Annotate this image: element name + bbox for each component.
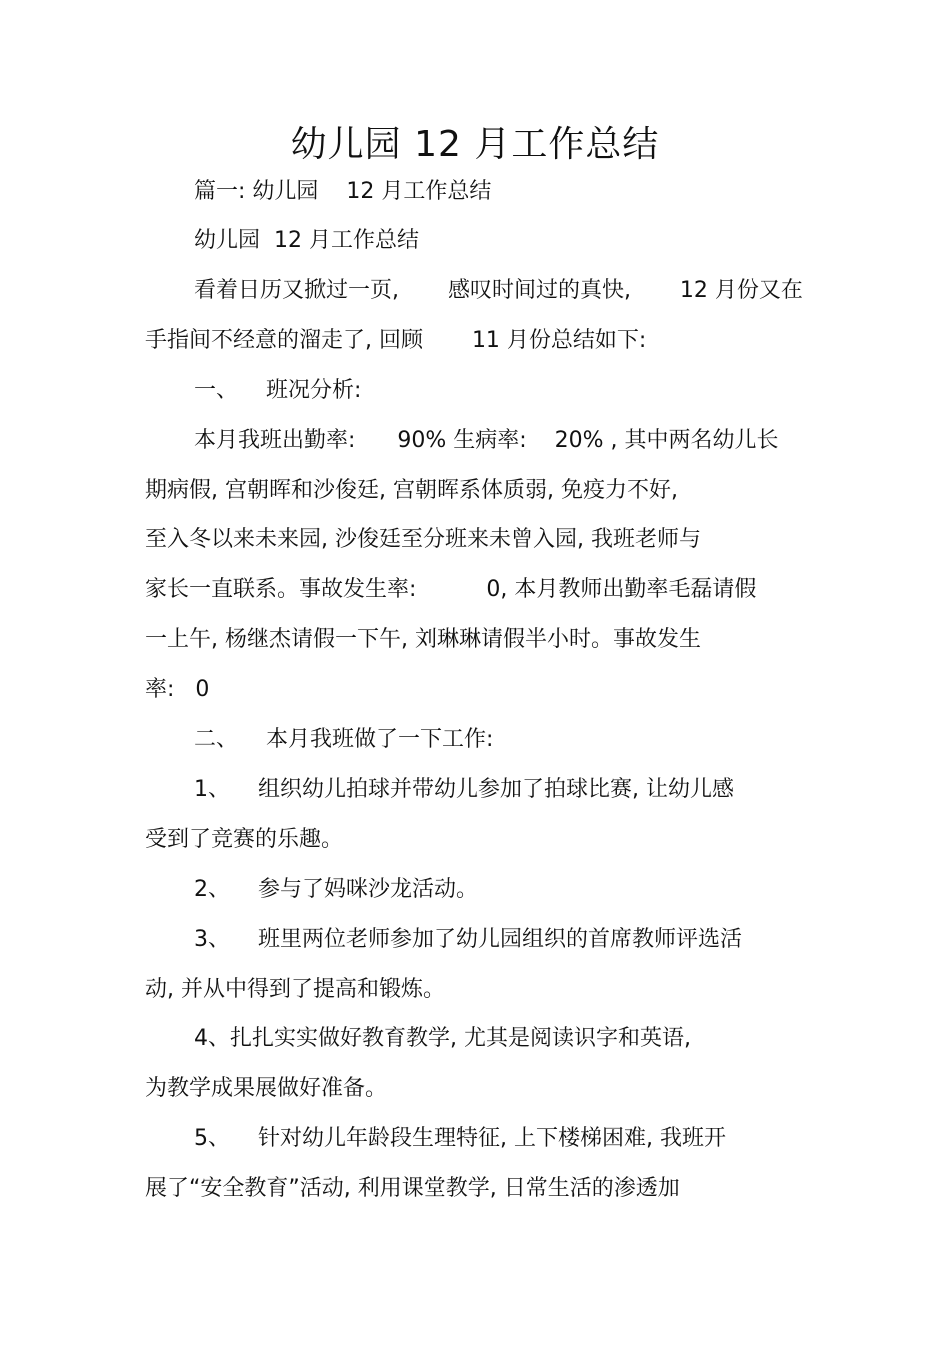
section-heading: 一、 班况分析: [194, 378, 362, 403]
list-item-line: 为教学成果展做好准备。 [145, 1076, 388, 1101]
paragraph-line: 率: 0 [145, 677, 210, 702]
section-heading: 二、 本月我班做了一下工作: [194, 727, 494, 752]
paragraph-line: 手指间不经意的溜走了, 回顾 11 月份总结如下: [145, 328, 647, 353]
paragraph-line: 家长一直联系。事故发生率: 0, 本月教师出勤率毛磊请假 [145, 577, 757, 602]
list-item-line: 1、 组织幼儿拍球并带幼儿参加了拍球比赛, 让幼儿感 [194, 777, 734, 802]
list-item-line: 4、扎扎实实做好教育教学, 尤其是阅读识字和英语, [194, 1026, 691, 1051]
paragraph-line: 一上午, 杨继杰请假一下午, 刘琳琳请假半小时。事故发生 [145, 627, 701, 652]
paragraph-line: 至入冬以来未来园, 沙俊廷至分班来未曾入园, 我班老师与 [145, 527, 701, 552]
paragraph-line: 篇一: 幼儿园 12 月工作总结 [194, 179, 492, 204]
list-item-line: 动, 并从中得到了提高和锻炼。 [145, 977, 445, 1002]
document-title: 幼儿园 12 月工作总结 [290, 124, 660, 165]
paragraph-line: 期病假, 宫朝晖和沙俊廷, 宫朝晖系体质弱, 免疫力不好, [145, 478, 678, 503]
list-item-line: 3、 班里两位老师参加了幼儿园组织的首席教师评选活 [194, 927, 742, 952]
list-item-line: 展了“安全教育”活动, 利用课堂教学, 日常生活的渗透加 [145, 1176, 680, 1201]
list-item-line: 2、 参与了妈咪沙龙活动。 [194, 877, 478, 902]
list-item-line: 5、 针对幼儿年龄段生理特征, 上下楼梯困难, 我班开 [194, 1126, 726, 1151]
list-item-line: 受到了竞赛的乐趣。 [145, 827, 344, 852]
paragraph-line: 幼儿园 12 月工作总结 [194, 228, 419, 253]
paragraph-line: 看着日历又掀过一页, 感叹时间过的真快, 12 月份又在 [194, 278, 803, 303]
paragraph-line: 本月我班出勤率: 90% 生病率: 20% , 其中两名幼儿长 [194, 428, 779, 453]
